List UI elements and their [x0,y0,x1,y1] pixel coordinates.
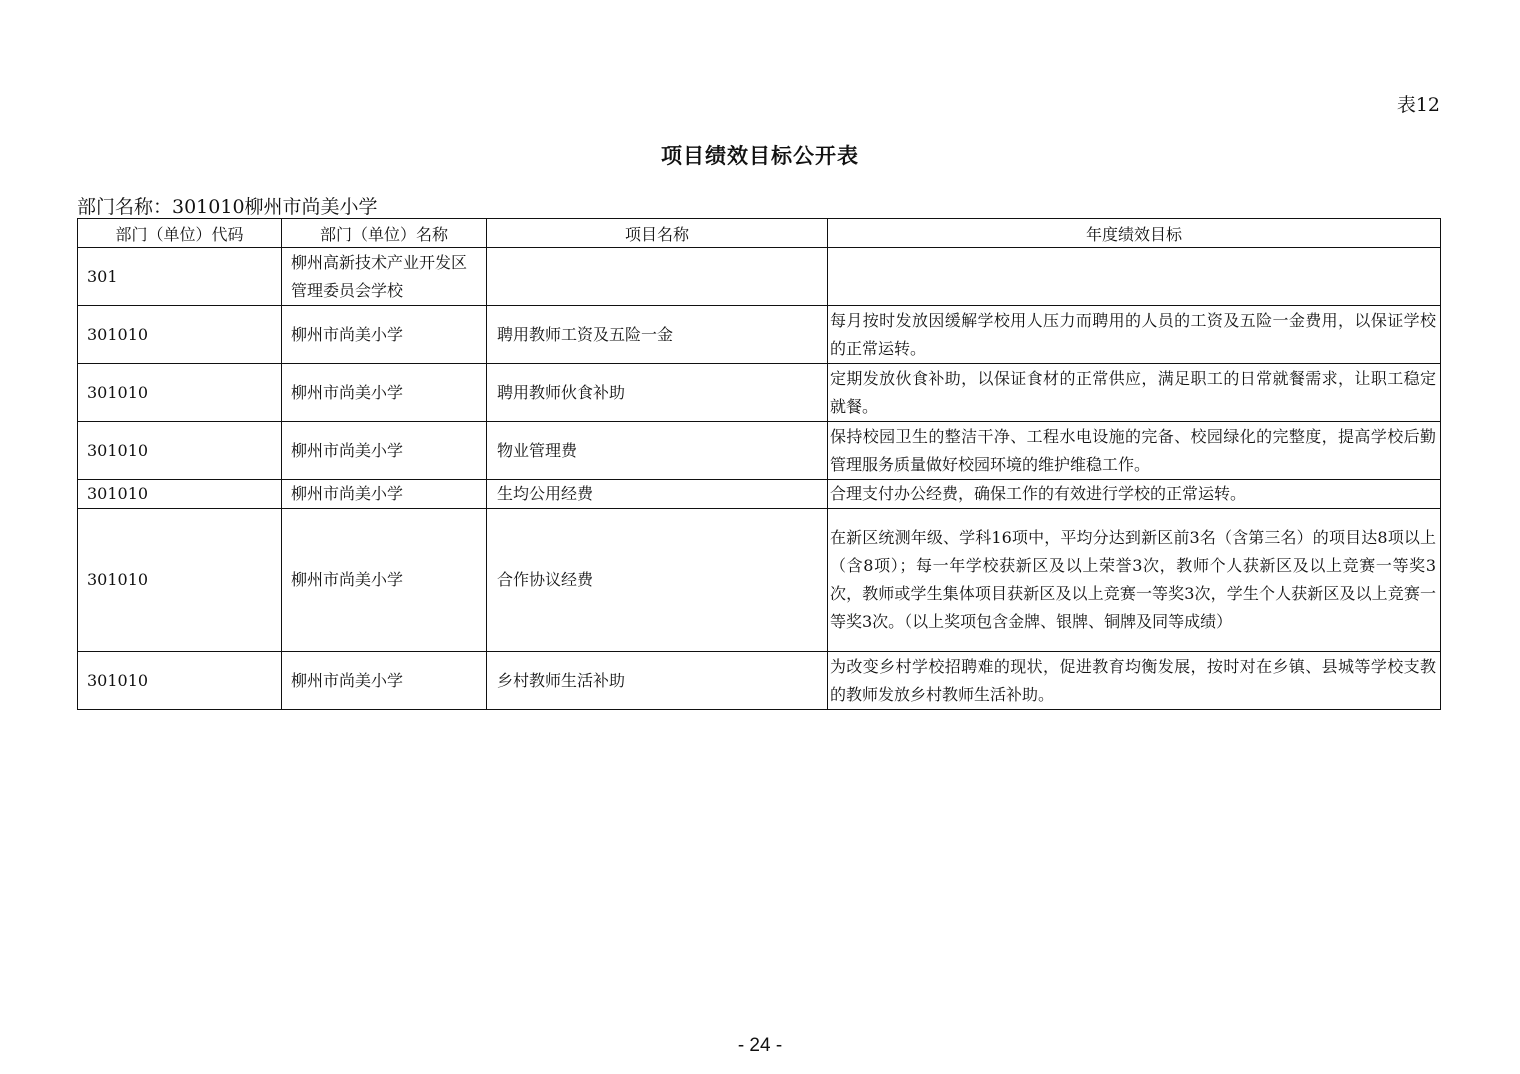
table-row [78,509,1441,652]
cell-annual-goal: 定期发放伙食补助，以保证食材的正常供应，满足职工的日常就餐需求，让职工稳定就餐。 [828,364,1441,422]
header-project-name: 项目名称 [487,219,828,248]
cell-annual-goal [828,248,1441,306]
cell-project-name: 生均公用经费 [487,480,828,509]
cell-project-name: 聘用教师工资及五险一金 [487,306,828,364]
cell-annual-goal: 每月按时发放因缓解学校用人压力而聘用的人员的工资及五险一金费用，以保证学校的正常运转。 [828,306,1441,364]
header-annual-goal: 年度绩效目标 [828,219,1441,248]
cell-project-name: 合作协议经费 [487,509,828,652]
cell-dept-name: 柳州市尚美小学 [282,652,487,710]
header-dept-code: 部门（单位）代码 [78,219,282,248]
cell-annual-goal: 保持校园卫生的整洁干净、工程水电设施的完备、校园绿化的完整度，提高学校后勤管理服务质量做好校园环境的维护维稳工作。 [828,422,1441,480]
cell-dept-code: 301010 [78,306,282,364]
header-dept-name: 部门（单位）名称 [282,219,487,248]
cell-dept-code: 301 [78,248,282,306]
table-header-row [78,219,1441,248]
cell-project-name: 聘用教师伙食补助 [487,364,828,422]
table-row [78,422,1441,480]
cell-annual-goal: 为改变乡村学校招聘难的现状，促进教育均衡发展，按时对在乡镇、县城等学校支教的教师发放乡村教师生活补助。 [828,652,1441,710]
cell-dept-code: 301010 [78,509,282,652]
table-row [78,248,1441,306]
table-row [78,480,1441,509]
table-row [78,652,1441,710]
cell-dept-name: 柳州市尚美小学 [282,509,487,652]
cell-dept-code: 301010 [78,364,282,422]
cell-dept-name: 柳州高新技术产业开发区管理委员会学校 [282,248,487,306]
cell-dept-code: 301010 [78,652,282,710]
cell-project-name [487,248,828,306]
table-row [78,364,1441,422]
cell-project-name: 物业管理费 [487,422,828,480]
cell-dept-name: 柳州市尚美小学 [282,306,487,364]
page-number: - 24 - [737,1035,783,1056]
table-row [78,306,1441,364]
cell-dept-name: 柳州市尚美小学 [282,422,487,480]
page-title: 项目绩效目标公开表 [661,143,859,168]
performance-goals-table [77,218,1441,710]
cell-project-name: 乡村教师生活补助 [487,652,828,710]
cell-dept-name: 柳州市尚美小学 [282,480,487,509]
cell-dept-code: 301010 [78,480,282,509]
cell-annual-goal: 在新区统测年级、学科16项中，平均分达到新区前3名（含第三名）的项目达8项以上（含8项）；每一年学校获新区及以上荣誉3次，教师个人获新区及以上竞赛一等奖3次，教师或学生集体项目获新区及以上竞赛一等奖3次，学生个人获新区及以上竞赛一等奖3次。（以上奖项包含金牌、银牌、铜牌及同等成绩） [828,509,1441,652]
cell-dept-name: 柳州市尚美小学 [282,364,487,422]
cell-dept-code: 301010 [78,422,282,480]
department-line: 部门名称：301010柳州市尚美小学 [77,196,378,218]
cell-annual-goal: 合理支付办公经费，确保工作的有效进行学校的正常运转。 [828,480,1441,509]
table-number: 表12 [1396,94,1440,116]
